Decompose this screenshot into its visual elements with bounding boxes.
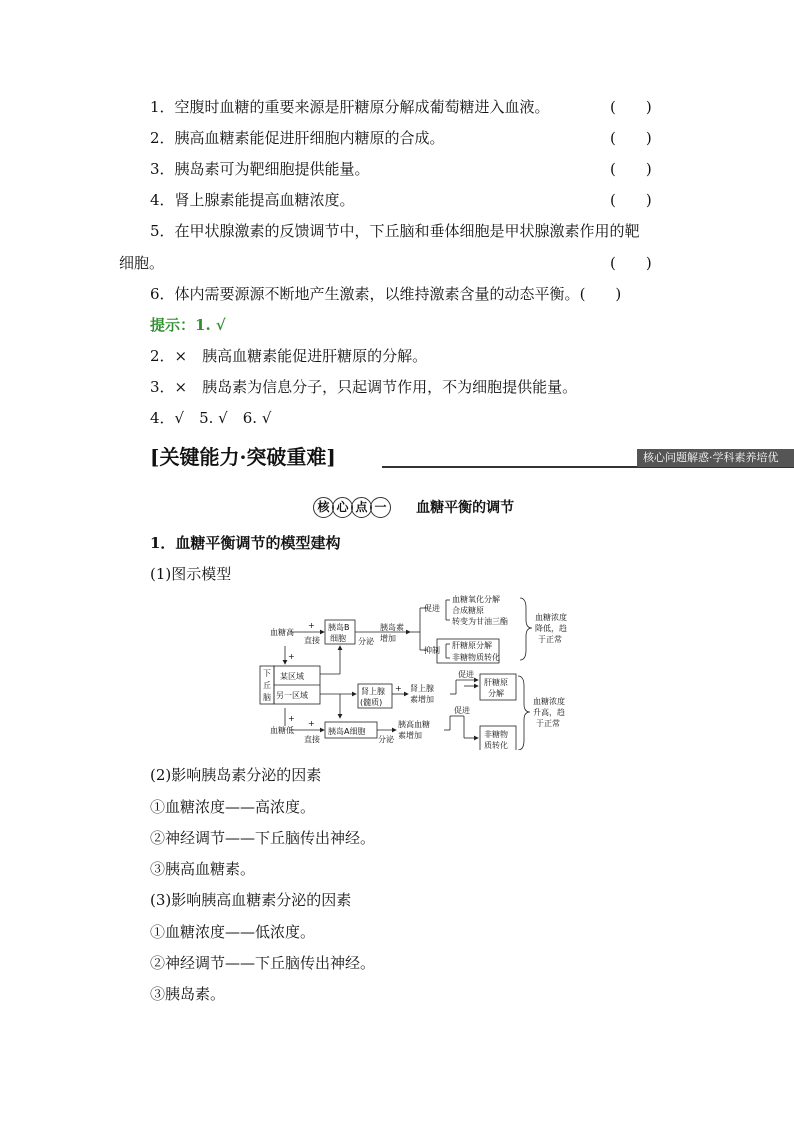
badge-char: 核 [313, 497, 334, 518]
hint-label: 提示： [150, 316, 196, 334]
label-hypothalamus: 丘 [263, 681, 271, 690]
question-number: 6． [150, 285, 175, 303]
label-glycogen: 肝糖原 [484, 678, 508, 687]
question-4 [150, 190, 355, 210]
plus-sign: + [288, 714, 295, 723]
question-text: 在甲状腺激素的反馈调节中，下丘脑和垂体细胞是甲状腺激素作用的靶 [174, 222, 640, 240]
label-high-sugar: 血糖高 [270, 628, 294, 637]
answer-blank: ( ) [610, 254, 652, 272]
label-promote-item: 合成糖原 [452, 606, 484, 615]
blood-sugar-diagram [250, 590, 590, 750]
label-promote: 促进 [458, 670, 474, 679]
label-region-2: 另一区域 [276, 691, 308, 700]
label-adrenaline-up: 素增加 [410, 695, 434, 704]
label-nonsugar-convert: 质转化 [484, 741, 508, 750]
badge-char: 一 [370, 497, 391, 518]
answer-blank: ( ) [610, 160, 652, 178]
question-text: 胰高血糖素能促进肝细胞内糖原的合成。 [174, 129, 445, 147]
label-inhibit-item: 肝糖原分解 [452, 641, 492, 650]
core-point-badge [313, 496, 389, 518]
question-number: 3． [150, 160, 175, 178]
insulin-factor-3: ③胰高血糖素。 [150, 860, 256, 878]
label-result-down: 血糖浓度 [535, 613, 567, 622]
badge-char: 心 [332, 497, 353, 518]
hint-answer-1: 1. √ [195, 316, 226, 334]
hint-answer-2: 2．× 胰高血糖素能促进肝糖原的分解。 [150, 347, 428, 365]
label-islet-b-cell: 细胞 [330, 634, 346, 643]
question-text: 空腹时血糖的重要来源是肝糖原分解成葡萄糖进入血液。 [174, 98, 550, 116]
label-adrenal-medulla: (髓质) [360, 698, 383, 707]
label-secrete: 分泌 [358, 637, 374, 646]
label-direct: 直接 [304, 735, 320, 744]
label-adrenal: 肾上腺 [361, 687, 385, 696]
core-point-title: 血糖平衡的调节 [416, 500, 515, 516]
core-point-heading [313, 496, 514, 516]
question-5 [150, 221, 640, 241]
label-hypothalamus: 脑 [263, 693, 271, 702]
plus-sign: + [288, 652, 295, 661]
plus-sign: + [308, 719, 315, 728]
question-number: 1． [150, 98, 175, 116]
label-promote: 促进 [424, 604, 440, 613]
question-6 [150, 284, 621, 304]
badge-char: 点 [351, 497, 372, 518]
plus-sign: + [395, 684, 402, 693]
glucagon-factor-1: ①血糖浓度——低浓度。 [150, 923, 316, 941]
label-promote-item: 血糖氧化分解 [452, 595, 500, 604]
hint-line [150, 315, 226, 335]
label-hypothalamus: 下 [263, 669, 271, 678]
label-adrenaline: 肾上腺 [410, 684, 434, 693]
label-insulin: 胰岛素 [380, 623, 404, 632]
question-text: 体内需要源源不断地产生激素，以维持激素含量的动态平衡。 [174, 285, 580, 303]
label-insulin-up: 增加 [380, 634, 396, 643]
hint-answer-3: 3．× 胰岛素为信息分子，只起调节作用，不为细胞提供能量。 [150, 378, 578, 396]
subheading-diagram: (1)图示模型 [150, 565, 232, 583]
question-5-continuation: 细胞。 [119, 254, 165, 272]
hint-answer-4-6: 4．√ 5. √ 6. √ [150, 409, 272, 427]
label-glucagon-up: 素增加 [398, 731, 422, 740]
insulin-factor-2: ②神经调节——下丘脑传出神经。 [150, 829, 376, 847]
question-text: 胰岛素可为靶细胞提供能量。 [174, 160, 370, 178]
label-nonsugar: 非糖物 [484, 730, 508, 739]
plus-sign: + [308, 621, 315, 630]
section-title: [关键能力·突破重难] [150, 445, 336, 469]
question-2 [150, 128, 445, 148]
label-islet-a: 胰岛A细胞 [328, 727, 366, 736]
question-number: 5． [150, 222, 175, 240]
label-result-up: 升高，趋 [533, 708, 565, 717]
insulin-factor-1: ①血糖浓度——高浓度。 [150, 798, 316, 816]
question-text: 肾上腺素能提高血糖浓度。 [174, 191, 355, 209]
question-3 [150, 159, 370, 179]
answer-blank: ( ) [610, 98, 652, 116]
answer-blank: ( ) [579, 285, 622, 303]
label-region-1: 某区域 [280, 672, 304, 681]
label-direct: 直接 [304, 636, 320, 645]
question-number: 4． [150, 191, 175, 209]
label-result-up: 血糖浓度 [533, 697, 565, 706]
question-1 [150, 97, 550, 117]
label-glycogen-break: 分解 [488, 689, 504, 698]
label-result-down: 于正常 [538, 635, 562, 644]
question-number: 2． [150, 129, 175, 147]
label-glucagon: 胰高血糖 [398, 720, 430, 729]
answer-blank: ( ) [610, 129, 652, 147]
subheading-insulin-factors: (2)影响胰岛素分泌的因素 [150, 766, 322, 784]
label-inhibit-item: 非糖物质转化 [452, 653, 500, 662]
heading-model: 1．血糖平衡调节的模型建构 [150, 534, 341, 552]
label-inhibit: 抑制 [424, 646, 440, 655]
label-result-down: 降低，趋 [535, 624, 567, 633]
label-low-sugar: 血糖低 [270, 726, 294, 735]
section-header [150, 440, 794, 470]
subheading-glucagon-factors: (3)影响胰高血糖素分泌的因素 [150, 891, 352, 909]
glucagon-factor-3: ③胰岛素。 [150, 985, 226, 1003]
label-secrete: 分泌 [378, 735, 394, 744]
answer-blank: ( ) [610, 191, 652, 209]
label-promote: 促进 [454, 706, 470, 715]
label-promote-item: 转变为甘油三酯 [452, 617, 508, 626]
glucagon-factor-2: ②神经调节——下丘脑传出神经。 [150, 954, 376, 972]
label-islet-b: 胰岛B [328, 623, 350, 632]
label-result-up: 于正常 [536, 719, 560, 728]
section-tag: 核心问题解惑·学科素养培优 [637, 449, 794, 467]
